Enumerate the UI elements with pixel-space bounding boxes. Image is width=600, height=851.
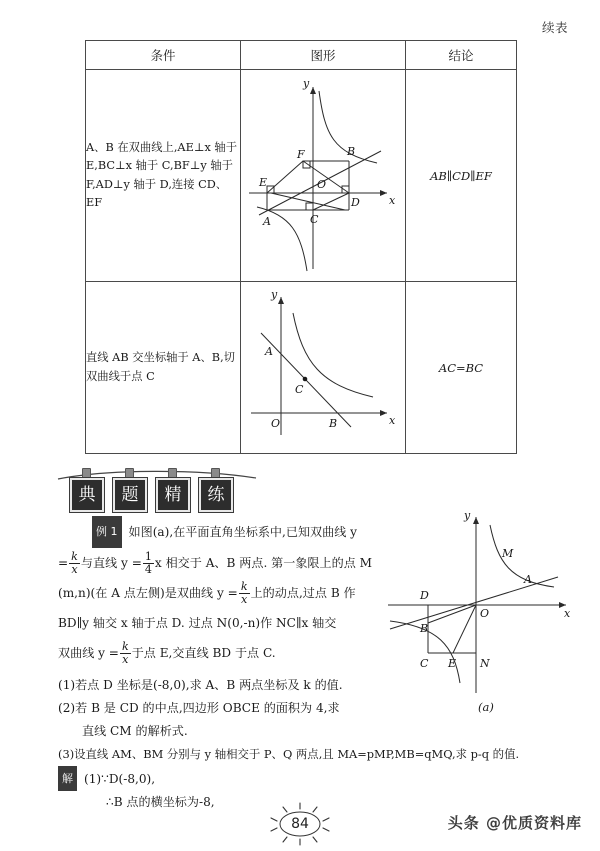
example-line-2-suffix: x 相交于 A、B 两点. 第一象限上的点 M bbox=[154, 556, 373, 570]
figure-a bbox=[398, 505, 588, 705]
svg-text:F: F bbox=[297, 148, 305, 161]
equals-sign: = bbox=[58, 556, 69, 570]
banner-card-2: 题 bbox=[113, 478, 147, 512]
svg-text:x: x bbox=[389, 194, 396, 207]
fraction-k-over-x bbox=[239, 581, 250, 605]
question-3: (3)设直线 AM、BM 分别与 y 轴相交于 P、Q 两点,且 MA=pMP,MB=qMQ,求 p-q 的值. bbox=[58, 747, 520, 761]
fraction-numerator: 1 bbox=[144, 550, 152, 564]
table-row bbox=[86, 70, 517, 282]
svg-text:A: A bbox=[524, 573, 532, 586]
fraction-k-over-x bbox=[120, 641, 131, 665]
fraction-numerator: k bbox=[71, 550, 78, 564]
fraction-denominator: x bbox=[71, 562, 78, 576]
svg-text:x: x bbox=[564, 607, 571, 620]
example-line-3-prefix: (m,n)(在 A 点左侧)是双曲线 y = bbox=[58, 586, 238, 600]
fraction-denominator: 4 bbox=[144, 562, 152, 576]
svg-text:O: O bbox=[271, 417, 281, 430]
hyperbola-tangent-diagram bbox=[241, 285, 399, 450]
hyperbola-diagram-a bbox=[398, 505, 588, 705]
question-2: (2)若 B 是 CD 的中点,四边形 OBCE 的面积为 4,求 bbox=[58, 701, 340, 715]
figure-cell-1 bbox=[241, 70, 406, 282]
example-line-1-text: 如图(a),在平面直角坐标系中,已知双曲线 y bbox=[128, 525, 358, 539]
figure-a-caption: (a) bbox=[478, 700, 494, 714]
example-line-3-suffix: 上的动点,过点 B 作 bbox=[250, 586, 356, 600]
summary-table bbox=[85, 40, 517, 454]
continued-table-label: 续表 bbox=[541, 20, 568, 35]
solution-line-1 bbox=[58, 766, 478, 791]
svg-text:A: A bbox=[265, 345, 273, 358]
svg-text:y: y bbox=[271, 288, 278, 301]
svg-text:x: x bbox=[389, 414, 396, 427]
page-number: 84 bbox=[291, 816, 309, 832]
condition-cell-2: 直线 AB 交坐标轴于 A、B,切双曲线于点 C bbox=[86, 282, 241, 454]
svg-text:E: E bbox=[259, 176, 268, 189]
question-1: (1)若点 D 坐标是(-8,0),求 A、B 两点坐标及 k 的值. bbox=[58, 678, 343, 692]
svg-text:D: D bbox=[351, 196, 360, 209]
fraction-k-over-x bbox=[69, 551, 80, 575]
svg-text:B: B bbox=[420, 622, 429, 635]
fraction-denominator: x bbox=[122, 652, 129, 666]
solution-line-2: ∴B 点的横坐标为-8, bbox=[106, 795, 215, 809]
fraction-numerator: k bbox=[121, 640, 129, 654]
svg-text:N: N bbox=[480, 657, 490, 670]
table-header-condition: 条件 bbox=[86, 41, 241, 70]
example-line-5-suffix: 于点 E,交直线 BD 于点 C. bbox=[131, 646, 276, 660]
svg-text:C: C bbox=[295, 383, 304, 396]
svg-text:C: C bbox=[310, 213, 319, 226]
solution-text-1: (1)∵D(-8,0), bbox=[84, 772, 156, 786]
svg-text:E: E bbox=[448, 657, 457, 670]
svg-text:O: O bbox=[480, 607, 490, 620]
watermark: 头条 @优质资料库 bbox=[447, 814, 582, 832]
banner-card-1: 典 bbox=[70, 478, 104, 512]
svg-text:C: C bbox=[420, 657, 429, 670]
svg-text:y: y bbox=[464, 509, 471, 522]
conclusion-cell-2: AC=BC bbox=[406, 282, 517, 454]
example-line-5-prefix: 双曲线 y = bbox=[58, 646, 119, 660]
fraction-one-quarter bbox=[143, 551, 154, 575]
figure-cell-2 bbox=[241, 282, 406, 454]
table-header-conclusion: 结论 bbox=[406, 41, 517, 70]
svg-text:D: D bbox=[420, 589, 429, 602]
question-2-cont: 直线 CM 的解析式. bbox=[82, 724, 188, 738]
table-header-figure: 图形 bbox=[241, 41, 406, 70]
example-tag: 例 1 bbox=[92, 516, 122, 548]
table-header-row bbox=[86, 41, 517, 70]
svg-text:O: O bbox=[317, 178, 327, 191]
banner-card-4: 练 bbox=[199, 478, 233, 512]
banner-card-3: 精 bbox=[156, 478, 190, 512]
conclusion-cell-1: AB∥CD∥EF bbox=[406, 70, 517, 282]
svg-text:y: y bbox=[303, 77, 310, 90]
section-banner bbox=[58, 462, 258, 510]
fraction-denominator: x bbox=[241, 592, 248, 606]
fraction-numerator: k bbox=[240, 580, 248, 594]
example-line-4: BD∥y 轴交 x 轴于点 D. 过点 N(0,-n)作 NC∥x 轴交 bbox=[58, 616, 337, 630]
condition-cell-1: A、B 在双曲线上,AE⊥x 轴于 E,BC⊥x 轴于 C,BF⊥y 轴于 F,AD⊥y 轴于 D,连接 CD、EF bbox=[86, 70, 241, 282]
svg-text:M: M bbox=[502, 547, 514, 560]
svg-text:A: A bbox=[263, 215, 271, 228]
svg-text:B: B bbox=[347, 145, 356, 158]
hyperbola-diagram-1 bbox=[241, 73, 399, 278]
table-row bbox=[86, 282, 517, 454]
svg-text:B: B bbox=[329, 417, 338, 430]
example-line-2-mid: 与直线 y = bbox=[80, 556, 142, 570]
solution-tag: 解 bbox=[58, 766, 77, 791]
